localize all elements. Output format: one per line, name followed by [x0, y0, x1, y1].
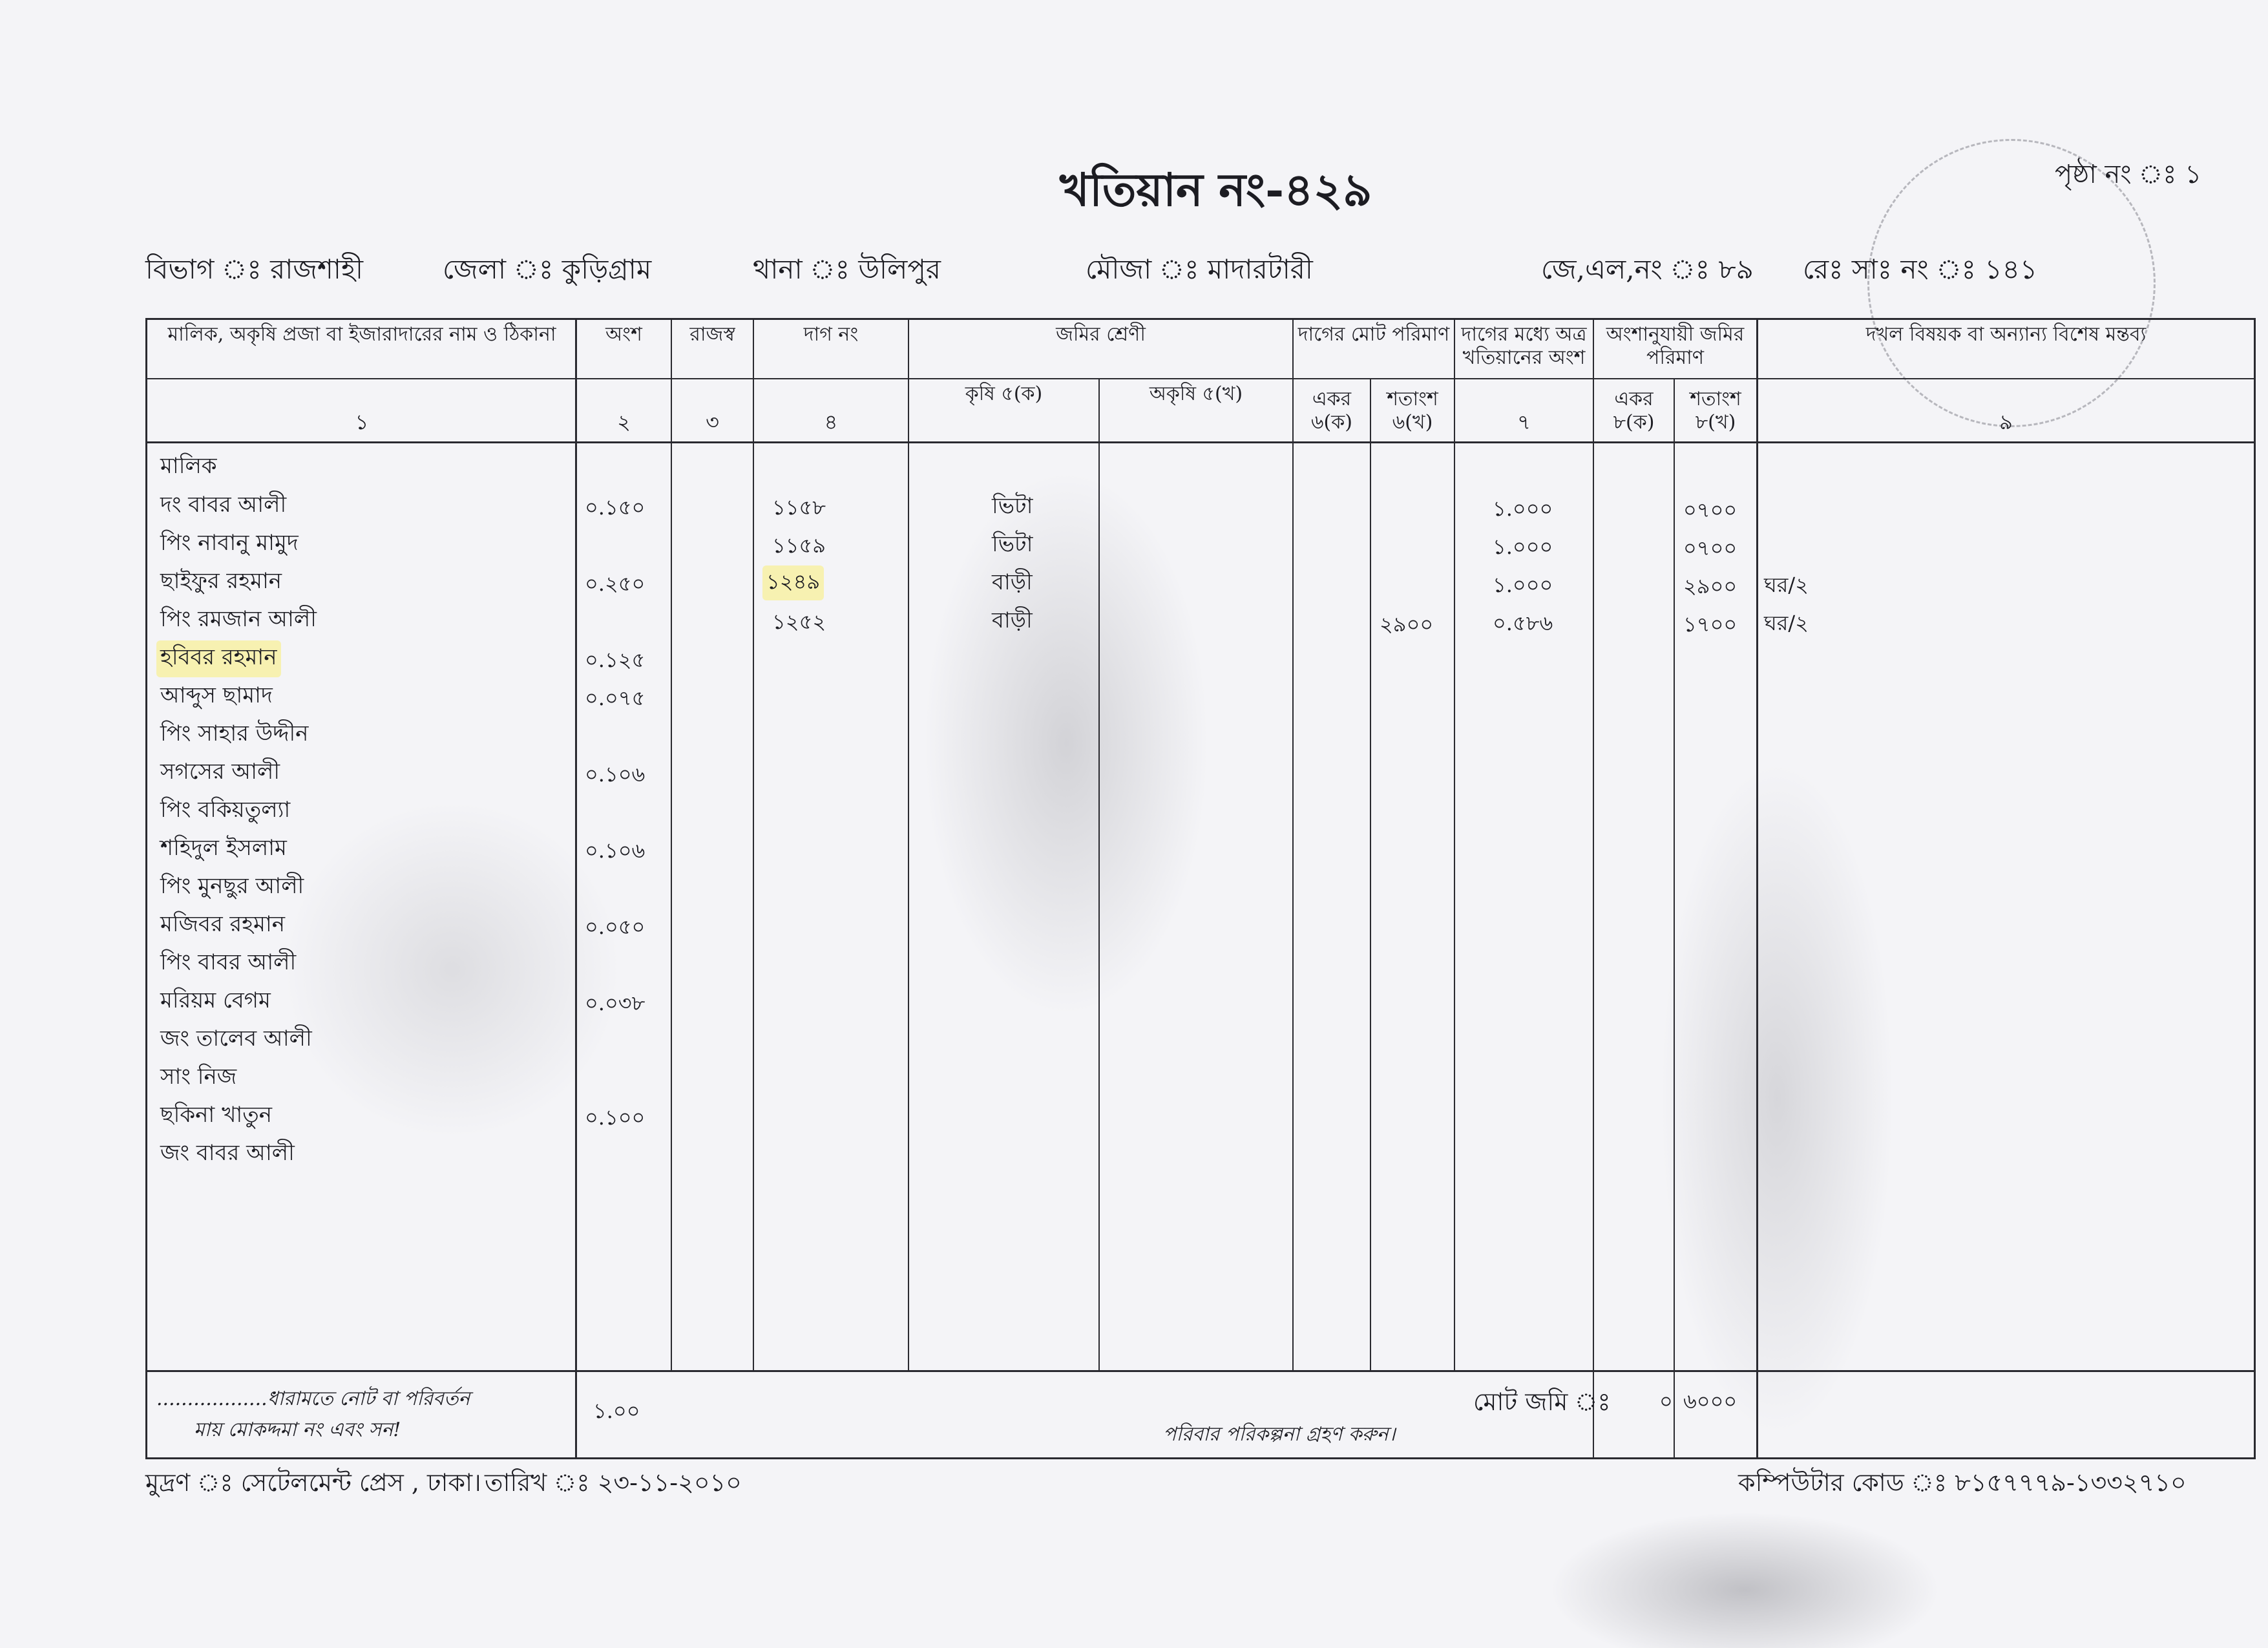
header-share-land: অংশানুযায়ী জমির পরিমাণ: [1606, 323, 1745, 369]
total-land-decimal: ৬০০০: [1683, 1389, 1738, 1413]
dag-share: ১.০০০: [1493, 573, 1553, 597]
remark: ঘর/২: [1764, 611, 1809, 635]
header-revenue: রাজস্ব: [689, 323, 735, 346]
land-class: ভিটা: [992, 493, 1033, 519]
owner-row: দং বাবর আলী: [160, 492, 287, 518]
total-share: ১.০০: [593, 1399, 640, 1423]
subheader-krishi: কৃষি ৫(ক): [965, 383, 1043, 405]
division: বিভাগ ঃ রাজশাহী: [145, 253, 364, 285]
colnum-3: ৩: [706, 410, 719, 434]
owner-row: শহিদুল ইসলাম: [160, 835, 287, 861]
dag-share: ১.০০০: [1493, 534, 1553, 559]
land-class: বাড়ী: [992, 607, 1033, 633]
dag-number: ১২৫২: [772, 609, 826, 634]
decimal-value: ১৭০০: [1683, 612, 1738, 637]
owner-row: আব্দুস ছামাদ: [160, 682, 273, 708]
decimal-value: ০৭০০: [1683, 498, 1738, 522]
jl-number: জে,এল,নং ঃ ৮৯: [1541, 253, 1754, 285]
subheader-acre-8: একর ৮(ক): [1613, 388, 1655, 434]
share-value: ০.১০৬: [585, 838, 646, 863]
owner-row: সগসের আলী: [160, 759, 280, 785]
owner-row: পিং বাবর আলী: [160, 949, 297, 975]
owner-row: জং বাবর আলী: [160, 1140, 295, 1166]
header-dag: দাগ নং: [803, 323, 859, 346]
printer-info: মুদ্রণ ঃ সেটেলমেন্ট প্রেস , ঢাকা।: [145, 1468, 481, 1497]
owner-row: জং তালেব আলী: [160, 1026, 312, 1051]
subheader-acre-6: একর ৬(ক): [1311, 388, 1352, 434]
computer-code: কম্পিউটার কোড ঃ ৮১৫৭৭৭৯-১৩৩২৭১০: [1738, 1468, 2187, 1497]
colnum-1: ১: [355, 410, 369, 434]
owner-row: মরিয়ম বেগম: [160, 988, 271, 1013]
share-value: ০.১২৫: [585, 648, 646, 672]
owner-row: সাং নিজ: [160, 1064, 237, 1090]
owner-row: পিং বকিয়তুল্যা: [160, 797, 291, 823]
dag-total: ২৯০০: [1380, 612, 1434, 637]
total-land-label: মোট জমি ঃ: [1473, 1388, 1611, 1416]
note-line-1: ..................ধারামতে নোট বা পরিবর্তন: [156, 1388, 470, 1410]
dag-number: ১১৫৮: [772, 495, 826, 520]
header-dag-share: দাগের মধ্যে অত্র খতিয়ানের অংশ: [1461, 323, 1587, 369]
colnum-4: ৪: [824, 410, 838, 434]
mouza: মৌজা ঃ মাদারটারী: [1086, 253, 1313, 285]
owner-row: পিং রমজান আলী: [160, 606, 317, 632]
share-value: ০.১৫০: [585, 495, 646, 520]
khatian-title: খতিয়ান নং-৪২৯: [1060, 163, 1372, 217]
dag-share: ০.৫৮৬: [1493, 611, 1553, 635]
header-land-class: জমির শ্রেণী: [1056, 323, 1146, 346]
owner-row: ছাইফুর রহমান: [160, 568, 282, 594]
header-share: অংশ: [605, 323, 642, 346]
owner-row: ছকিনা খাতুন: [160, 1102, 273, 1128]
family-planning-slogan: পরিবার পরিকল্পনা গ্রহণ করুন।: [1163, 1423, 1396, 1446]
decimal-value: ০৭০০: [1683, 536, 1738, 560]
share-value: ০.১০০: [585, 1105, 646, 1130]
district: জেলা ঃ কুড়িগ্রাম: [443, 253, 652, 285]
land-class: ভিটা: [992, 531, 1033, 557]
colnum-7: ৭: [1517, 410, 1531, 434]
total-land-acre: ০: [1659, 1389, 1673, 1413]
colnum-2: ২: [617, 410, 631, 434]
register-number: রেঃ সাঃ নং ঃ ১৪১: [1803, 253, 2038, 285]
share-value: ০.১০৬: [585, 762, 646, 787]
dag-share: ১.০০০: [1493, 496, 1553, 521]
owner-row: পিং সাহার উদ্দীন: [160, 721, 309, 746]
owner-label: মালিক: [160, 453, 217, 479]
land-class: বাড়ী: [992, 569, 1033, 595]
dag-number: ১১৫৯: [772, 533, 826, 558]
remark: ঘর/২: [1764, 573, 1809, 597]
owner-row: মজিবর রহমান: [160, 911, 286, 937]
share-value: ০.০৫০: [585, 914, 646, 939]
owner-row: পিং মুনছুর আলী: [160, 873, 304, 899]
decimal-value: ২৯০০: [1683, 574, 1738, 598]
header-remarks: দখল বিষয়ক বা অন্যান্য বিশেষ মন্তব্য: [1865, 323, 2147, 346]
header-dag-total: দাগের মোট পরিমাণ: [1297, 323, 1450, 346]
subheader-akrishi: অকৃষি ৫(খ): [1149, 383, 1243, 405]
owner-row: পিং নাবানু মামুদ: [160, 530, 299, 556]
page-number: পৃষ্ঠা নং ঃ ১: [2055, 160, 2202, 189]
owner-row-highlighted: হবিবর রহমান: [156, 640, 281, 677]
note-line-2: মায় মোকদ্দমা নং এবং সন!: [194, 1419, 401, 1441]
share-value: ০.২৫০: [585, 571, 646, 596]
header-owner: মালিক, অকৃষি প্রজা বা ইজারাদারের নাম ও ঠিকানা: [167, 323, 556, 346]
colnum-9: ৯: [1999, 410, 2013, 434]
dag-number-highlighted: ১২৪৯: [762, 565, 824, 600]
share-value: ০.০৩৮: [585, 991, 646, 1015]
thana: থানা ঃ উলিপুর: [753, 253, 941, 285]
subheader-shotangsho-6: শতাংশ ৬(খ): [1387, 388, 1438, 434]
subheader-shotangsho-8: শতাংশ ৮(খ): [1690, 388, 1741, 434]
share-value: ০.০৭৫: [585, 686, 646, 710]
print-date: তারিখ ঃ ২৩-১১-২০১০: [485, 1468, 742, 1497]
